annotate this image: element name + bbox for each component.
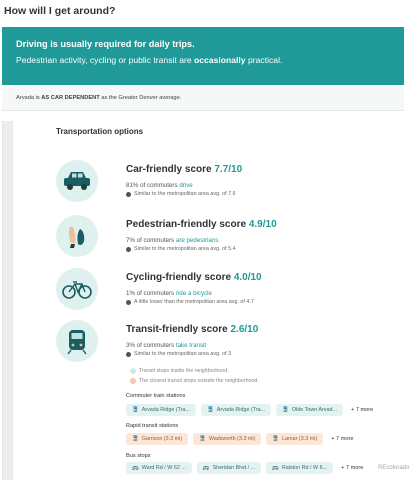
transit-commuter-share (126, 342, 206, 349)
compare-icon (126, 247, 131, 252)
bus-label: Bus stops (126, 453, 151, 459)
car-commuter-share (126, 182, 193, 189)
transit-commuter-mode: take transit (175, 342, 207, 349)
car-score-heading (126, 164, 242, 175)
banner-headline: Driving is usually required for daily trips. (16, 39, 195, 49)
stop-name: Arvada Ridge (Tra... (141, 407, 191, 413)
note-emphasis: AS CAR DEPENDENT (41, 95, 100, 101)
rapid-transit-row (126, 433, 353, 445)
bus-stop-pill[interactable]: 🚌 Ralston Rd / W 6... (266, 462, 333, 474)
outside-stop-icon (130, 378, 136, 384)
cycling-score-value: 4.0/10 (233, 272, 262, 283)
rapid-stop-pill[interactable]: 🚆 Wadsworth (3.3 mi) (193, 433, 261, 445)
pedestrian-score-label: Pedestrian-friendly score (126, 219, 249, 230)
pedestrian-commuter-pct: 7% of commuters (126, 237, 176, 244)
stop-name: Arvada Ridge (Tra... (216, 407, 266, 413)
commuter-stop-pill[interactable]: 🚆 Arvada Ridge (Tra... (126, 404, 196, 416)
comparison-note (2, 87, 404, 111)
legend-inside-text: Transit stops inside the neighborhood. (139, 368, 229, 374)
rapid-stop-pill[interactable]: 🚆 Garrison (3.3 mi) (126, 433, 188, 445)
car-commuter-mode: drive (179, 182, 193, 189)
rapid-transit-label: Rapid transit stations (126, 423, 179, 429)
note-prefix: Arvada is (16, 95, 42, 101)
rapid-more-link[interactable]: + 7 more (331, 436, 354, 442)
transit-commuter-pct: 3% of commuters (126, 342, 176, 349)
note-suffix: as the Greater Denver average. (99, 95, 182, 101)
pedestrian-commuter-share (126, 237, 219, 244)
car-dependency-banner (2, 27, 404, 85)
bicycle-icon (56, 268, 98, 310)
legend-inside (130, 368, 229, 374)
cycling-score-heading (126, 272, 262, 283)
pedestrian-compare-text: Similar to the metropolitan area avg. of 5.4 (134, 246, 236, 252)
pedestrian-score-heading (126, 219, 277, 230)
pedestrian-icon (56, 215, 98, 257)
stop-name: Olde Town Arvad... (291, 407, 337, 413)
section-title: Transportation options (56, 127, 144, 136)
bus-row (126, 462, 363, 474)
compare-icon (126, 192, 131, 197)
cycling-score-label: Cycling-friendly score (126, 272, 234, 283)
stop-name: Ward Rd / W 62 ... (141, 465, 186, 471)
banner-subline-emphasis: occasionally (194, 55, 246, 65)
car-commuter-pct: 81% of commuters (126, 182, 180, 189)
banner-subline (16, 55, 390, 65)
cycling-commuter-share (126, 290, 212, 297)
bus-stop-pill[interactable]: 🚌 Ward Rd / W 62 ... (126, 462, 192, 474)
transit-compare-text: Similar to the metropolitan area avg. of 3 (134, 351, 232, 357)
stop-name: Garrison (3.3 mi) (141, 436, 183, 442)
commuter-stop-pill[interactable]: 🚆 Olde Town Arvad... (276, 404, 343, 416)
car-score-value: 7.7/10 (214, 164, 243, 175)
stop-name: Sheridan Blvd / ... (212, 465, 256, 471)
commuter-rail-row (126, 404, 373, 416)
pedestrian-score-block (56, 215, 386, 257)
transit-score-heading (126, 324, 258, 335)
page-title: How will I get around? (4, 5, 116, 17)
train-icon (56, 320, 98, 362)
cycling-score-block (56, 268, 386, 310)
pedestrian-commuter-mode: are pedestrians (175, 237, 219, 244)
stop-name: Lamar (3.3 mi) (282, 436, 318, 442)
commuter-more-link[interactable]: + 7 more (351, 407, 374, 413)
banner-subline-prefix: Pedestrian activity, cycling or public transit are (16, 55, 194, 65)
car-compare-text: Similar to the metropolitan area avg. of 7.6 (134, 191, 236, 197)
car-score-block (56, 160, 386, 202)
car-score-label: Car-friendly score (126, 164, 215, 175)
legend-outside-text: The closest transit stops outside the neighborhood. (139, 378, 259, 384)
rapid-stop-pill[interactable]: 🚆 Lamar (3.3 mi) (266, 433, 323, 445)
legend-outside (130, 378, 259, 384)
commuter-rail-label: Commuter train stations (126, 393, 186, 399)
transit-score-value: 2.6/10 (230, 324, 259, 335)
pedestrian-score-value: 4.9/10 (248, 219, 277, 230)
pedestrian-metro-compare (126, 246, 236, 252)
bus-more-link[interactable]: + 7 more (341, 465, 364, 471)
compare-icon (126, 300, 131, 305)
cycling-commuter-pct: 1% of commuters (126, 290, 176, 297)
transit-metro-compare (126, 351, 231, 357)
bus-stop-pill[interactable]: 🚌 Sheridan Blvd / ... (197, 462, 261, 474)
car-icon (56, 160, 98, 202)
cycling-metro-compare (126, 299, 254, 305)
car-metro-compare (126, 191, 236, 197)
cycling-compare-text: A little lower than the metropolitan area avg. of 4.7 (134, 299, 254, 305)
inside-stop-icon (130, 368, 136, 374)
transit-score-block (56, 320, 386, 362)
compare-icon (126, 352, 131, 357)
cycling-commuter-mode: ride a bicycle (175, 290, 212, 297)
transit-score-label: Transit-friendly score (126, 324, 231, 335)
watermark: REcolorado (378, 465, 409, 471)
commuter-stop-pill[interactable]: 🚆 Arvada Ridge (Tra... (201, 404, 271, 416)
stop-name: Ralston Rd / W 6... (281, 465, 328, 471)
banner-subline-suffix: practical. (245, 55, 283, 65)
stop-name: Wadsworth (3.3 mi) (208, 436, 256, 442)
